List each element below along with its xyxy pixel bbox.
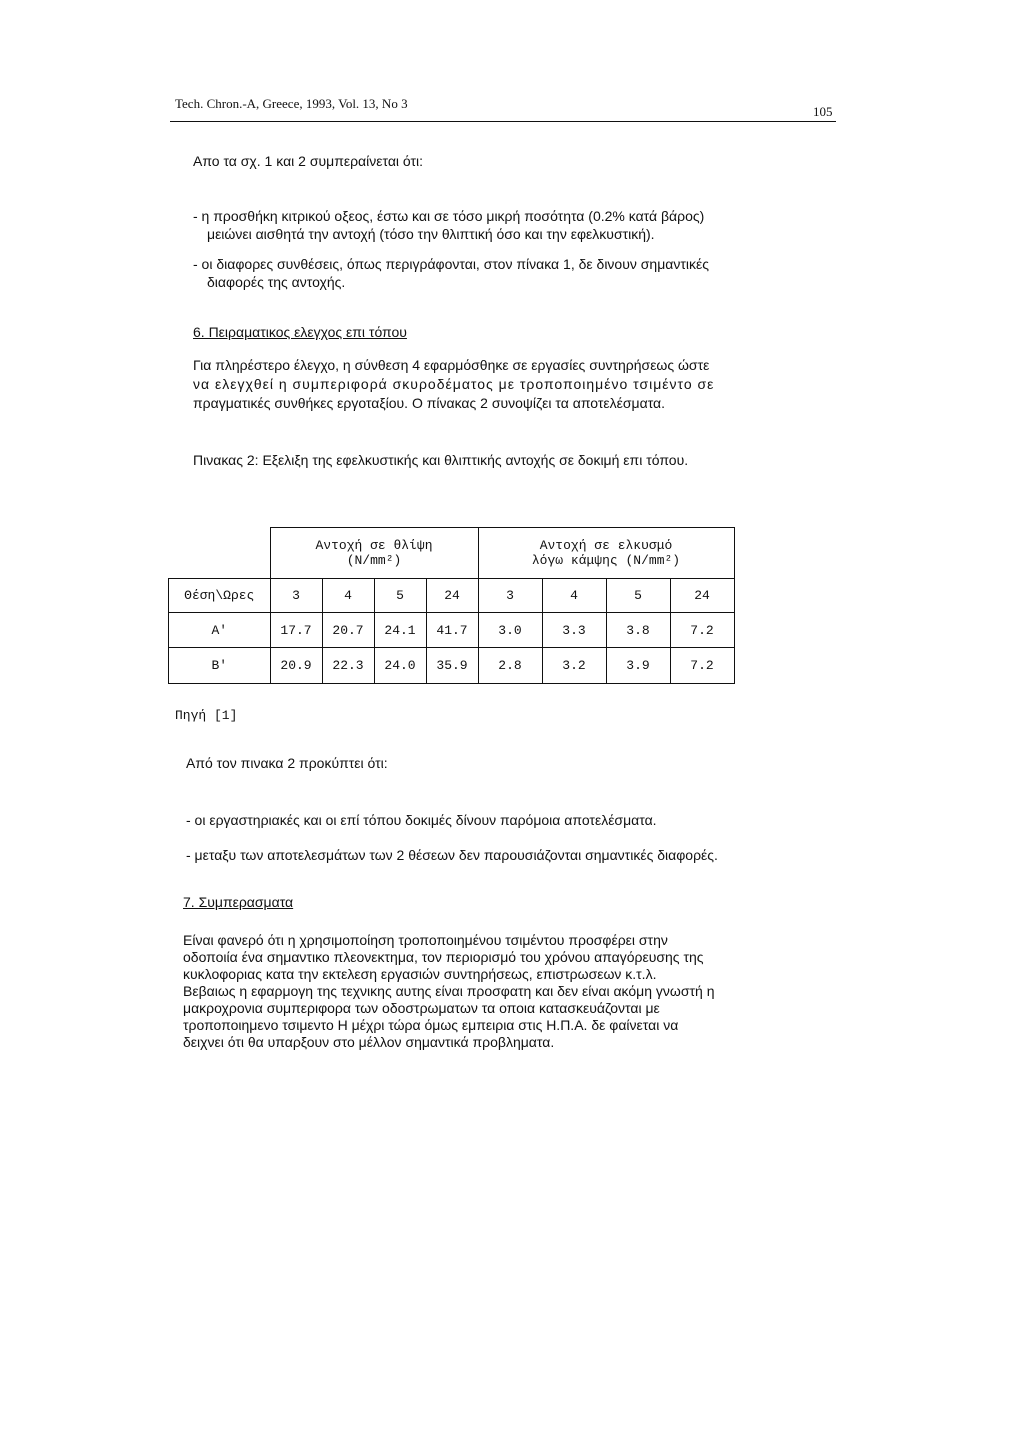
bullet-2-line-1: - οι διαφορες συνθέσεις, όπως περιγράφονται, στον πίνακα 1, δε δινουν σημαντικές <box>193 256 709 272</box>
table-source: Πηγή [1] <box>175 708 238 723</box>
group-header-compression <box>270 528 478 579</box>
section-7-line: κυκλοφοριας κατα την εκτελεση εργασιών συντηρήσεως, επιστρωσεων κ.τ.λ. <box>183 966 657 982</box>
row-label: A' <box>169 613 271 648</box>
cell: 7.2 <box>670 648 734 684</box>
table-row <box>169 613 735 648</box>
hour-header: 24 <box>670 579 734 613</box>
cell: 20.9 <box>270 648 322 684</box>
section-7-line: Είναι φανερό ότι η χρησιμοποίηση τροποποιημένου τσιμέντου προσφέρει στην <box>183 932 668 948</box>
bullet-1-line-2: μειώνει αισθητά την αντοχή (τόσο την θλιπτική όσο και την εφελκυστική). <box>207 226 655 242</box>
table-row <box>169 648 735 684</box>
group-header-line: (N/mm²) <box>346 553 402 568</box>
cell: 2.8 <box>478 648 542 684</box>
hour-header: 3 <box>270 579 322 613</box>
cell: 17.7 <box>270 613 322 648</box>
cell: 3.3 <box>542 613 606 648</box>
page-number: 105 <box>813 104 833 119</box>
section-7-line: δειχνει ότι θα υπαρξουν στο μέλλον σημαντικά προβληματα. <box>183 1034 555 1050</box>
cell: 24.0 <box>374 648 426 684</box>
group-header-line: Αντοχή σε ελκυσμό <box>539 538 673 553</box>
bullet-4: - μεταξυ των αποτελεσμάτων των 2 θέσεων δεν παρουσιάζονται σημαντικές διαφορές. <box>186 847 718 863</box>
section-6-title: 6. Πειραματικος ελεγχος επι τόπου <box>193 324 407 340</box>
hour-header: 4 <box>542 579 606 613</box>
hour-header: 5 <box>606 579 670 613</box>
journal-header: Tech. Chron.-A, Greece, 1993, Vol. 13, No 3 <box>175 96 408 111</box>
cell: 3.9 <box>606 648 670 684</box>
bullet-2-line-2: διαφορές της αντοχής. <box>207 274 346 290</box>
section-7-title: 7. Συμπερασματα <box>183 894 294 910</box>
section-7-line: μακροχρονια συμπεριφορα των οδοστρωματων τα οποια κατασκευάζονται με <box>183 1000 660 1016</box>
group-header-flexural <box>478 528 734 579</box>
section-6-line: Για πληρέστερο έλεγχο, η σύνθεση 4 εφαρμόσθηκε σε εργασίες συντηρήσεως ώστε <box>193 357 710 373</box>
hours-row <box>169 579 735 613</box>
cell: 7.2 <box>670 613 734 648</box>
bullet-3: - οι εργαστηριακές και οι επί τόπου δοκιμές δίνουν παρόμοια αποτελέσματα. <box>186 812 657 828</box>
results-table <box>168 527 735 684</box>
cell: 24.1 <box>374 613 426 648</box>
cell: 3.8 <box>606 613 670 648</box>
section-7-line: τροποποιημενο τσιμεντο Η μέχρι τώρα όμως εμπειρια στις Η.Π.Α. δε φαίνεται να <box>183 1017 679 1033</box>
corner-header: Θέση\Ωρες <box>169 579 271 613</box>
hour-header: 3 <box>478 579 542 613</box>
group-header-line: Αντοχή σε θλίψη <box>315 538 433 553</box>
bullet-1-line-1: - η προσθήκη κιτρικού οξεος, έστω και σε τόσο μικρή ποσότητα (0.2% κατά βάρος) <box>193 208 705 224</box>
hour-header: 4 <box>322 579 374 613</box>
cell: 22.3 <box>322 648 374 684</box>
cell: 3.0 <box>478 613 542 648</box>
section-6-line: πραγματικές συνθήκες εργοταξίου. Ο πίνακας 2 συνοψίζει τα αποτελέσματα. <box>193 395 666 411</box>
section-7-line: οδοποιία ένα σημαντικο πλεονεκτημα, τον περιορισμό του χρόνου απαγόρευσης της <box>183 949 704 965</box>
cell: 20.7 <box>322 613 374 648</box>
group-header-line: λόγω κάμψης (N/mm²) <box>531 553 681 568</box>
hour-header: 5 <box>374 579 426 613</box>
section-6-line: να ελεγχθεί η συμπεριφορά σκυροδέματος με τροποποιημένο τσιμέντο σε <box>193 376 715 392</box>
intro-2-text: Από τον πινακα 2 προκύπτει ότι: <box>186 755 388 771</box>
table-caption: Πινακας 2: Εξελιξη της εφελκυστικής και θλιπτικής αντοχής σε δοκιμή επι τόπου. <box>193 452 689 468</box>
header-rule <box>170 121 836 122</box>
section-7-line: Βεβαιως η εφαρμογη της τεχνικης αυτης είναι προσφατη και δεν είναι ακόμη γνωστή η <box>183 983 715 999</box>
intro-text: Απο τα σχ. 1 και 2 συμπεραίνεται ότι: <box>193 153 424 169</box>
hour-header: 24 <box>426 579 478 613</box>
cell: 3.2 <box>542 648 606 684</box>
cell: 41.7 <box>426 613 478 648</box>
row-label: B' <box>169 648 271 684</box>
cell: 35.9 <box>426 648 478 684</box>
